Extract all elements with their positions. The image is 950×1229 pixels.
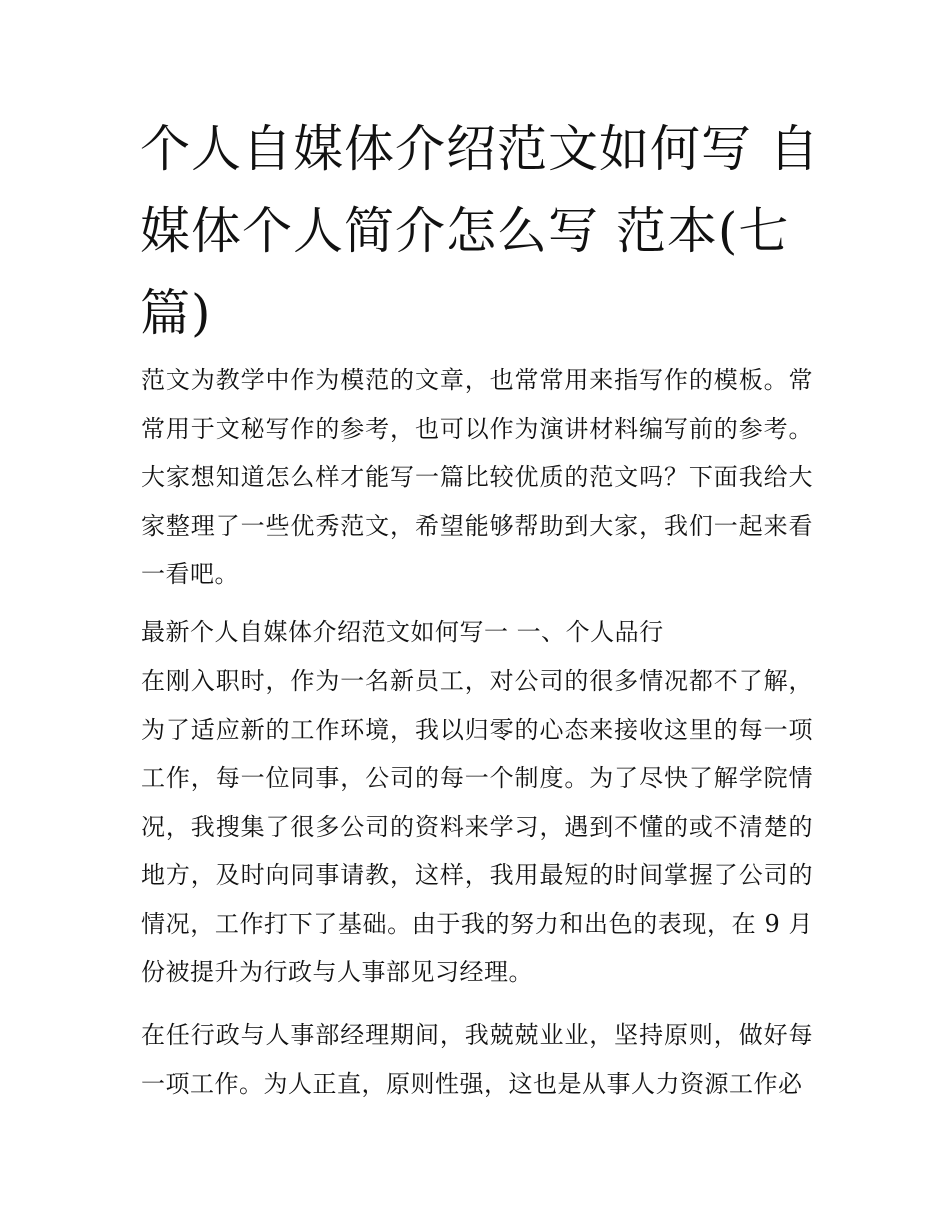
body-paragraph: 在刚入职时，作为一名新员工，对公司的很多情况都不了解，为了适应新的工作环境，我以归零的心态来接收这里的每一项工作，每一位同事，公司的每一个制度。为了尽快了解学院情况，我搜集了很多公司的资料来学习，遇到不懂的或不清楚的地方，及时向同事请教，这样，我用最短的时间掌握了公司的情况，工作打下了基础。由于我的努力和出色的表现，在 9 月份被提升为行政与人事部见习经理。 (141, 667, 813, 986)
body-paragraph: 在任行政与人事部经理期间，我兢兢业业，坚持原则，做好每一项工作。为人正直，原则性强，这也是从事人力资源工作必 (141, 1021, 813, 1098)
intro-paragraph: 范文为教学中作为模范的文章，也常常用来指写作的模板。常常用于文秘写作的参考，也可以作为演讲材料编写前的参考。大家想知道怎么样才能写一篇比较优质的范文吗？下面我给大家整理了一些优秀范文，希望能够帮助到大家，我们一起来看一看吧。 (141, 366, 813, 588)
section-heading: 最新个人自媒体介绍范文如何写一 一、个人品行 (141, 618, 664, 646)
document-title: 个人自媒体介绍范文如何写 自媒体个人简介怎么写 范本(七篇) (140, 120, 820, 342)
